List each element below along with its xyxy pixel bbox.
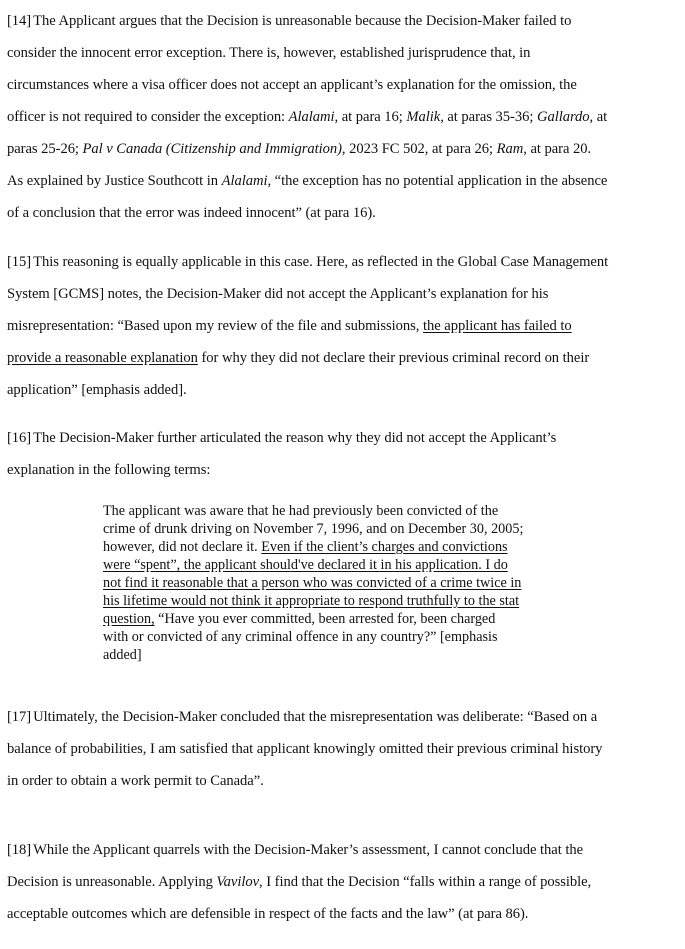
- emphasis-underline: not find it reasonable that a person who was convicted of a crime twice in: [103, 575, 522, 591]
- emphasis-underline: provide a reasonable explanation: [7, 350, 198, 366]
- paragraph-line: in order to obtain a work permit to Canada”.: [7, 773, 264, 789]
- paragraph-line: [15] This reasoning is equally applicable in this case. Here, as reflected in the Global Case Management: [7, 254, 609, 270]
- paragraph-line: balance of probabilities, I am satisfied that applicant knowingly omitted their previous criminal history: [7, 741, 603, 757]
- paragraph-number: [14]: [7, 13, 32, 29]
- paragraph-17: [7, 701, 675, 797]
- paragraph-line: [17] Ultimately, the Decision-Maker concluded that the misrepresentation was deliberate: “Based on a: [7, 709, 598, 725]
- quote-line: question, “Have you ever committed, been arrested for, been charged: [103, 611, 496, 627]
- paragraph-line: [18] While the Applicant quarrels with the Decision-Maker’s assessment, I cannot conclude that the: [7, 842, 584, 858]
- paragraph-line: misrepresentation: “Based upon my review of the file and submissions, the applicant has failed to: [7, 318, 572, 334]
- quote-line: however, did not declare it. Even if the client’s charges and convictions: [103, 539, 508, 555]
- emphasis-underline: his lifetime would not think it appropriate to respond truthfully to the stat: [103, 593, 520, 609]
- paragraph-18: [7, 834, 675, 930]
- quote-line: [103, 592, 593, 610]
- paragraph-line: Decision is unreasonable. Applying Vavilov, I find that the Decision “falls within a range of possible,: [7, 874, 592, 890]
- paragraph-line: provide a reasonable explanation for why they did not declare their previous criminal record on their: [7, 350, 590, 366]
- quote-line: with or convicted of any criminal offence in any country?” [emphasis: [103, 629, 498, 645]
- emphasis-underline: question,: [103, 611, 155, 627]
- paragraph-line: officer is not required to consider the exception: Alalami, at para 16; Malik, at paras 35-36; Gallardo, at: [7, 109, 608, 125]
- quote-line: [103, 556, 593, 574]
- paragraph-line: [16] The Decision-Maker further articulated the reason why they did not accept the Applicant’s: [7, 430, 557, 446]
- quote-line: crime of drunk driving on November 7, 1996, and on December 30, 2005;: [103, 521, 524, 537]
- paragraph-15: [7, 246, 675, 406]
- case-citation: Ram: [496, 141, 524, 157]
- paragraph-line: circumstances where a visa officer does not accept an applicant’s explanation for the omission, the: [7, 77, 577, 93]
- paragraph-16: [7, 422, 675, 486]
- block-quote: [103, 502, 593, 664]
- paragraph-14: [7, 5, 675, 229]
- case-citation: Malik: [406, 109, 441, 125]
- paragraph-number: [15]: [7, 254, 32, 270]
- paragraph-line: As explained by Justice Southcott in Alalami, “the exception has no potential application in the absence: [7, 173, 608, 189]
- emphasis-underline: Even if the client’s charges and convictions: [261, 539, 508, 555]
- paragraph-line: of a conclusion that the error was indeed innocent” (at para 16).: [7, 205, 376, 221]
- paragraph-number: [16]: [7, 430, 32, 446]
- paragraph-line: System [GCMS] notes, the Decision-Maker did not accept the Applicant’s explanation for his: [7, 286, 549, 302]
- paragraph-line: application” [emphasis added].: [7, 382, 187, 398]
- case-citation: Vavilov: [216, 874, 260, 890]
- paragraph-line: consider the innocent error exception. There is, however, established jurisprudence that, in: [7, 45, 531, 61]
- quote-line: [103, 574, 593, 592]
- paragraph-number: [18]: [7, 842, 32, 858]
- paragraph-line: [14] The Applicant argues that the Decision is unreasonable because the Decision-Maker failed to: [7, 13, 572, 29]
- emphasis-underline: the applicant has failed to: [423, 318, 572, 334]
- case-citation: Alalami: [221, 173, 268, 189]
- emphasis-underline: were “spent”, the applicant should've declared it in his application. I do: [103, 557, 508, 573]
- paragraph-line: explanation in the following terms:: [7, 462, 211, 478]
- quote-line: The applicant was aware that he had previously been convicted of the: [103, 503, 499, 519]
- paragraph-number: [17]: [7, 709, 32, 725]
- quote-line: added]: [103, 647, 142, 663]
- case-citation: Pal v Canada (Citizenship and Immigration): [82, 141, 342, 157]
- case-citation: Alalami: [288, 109, 335, 125]
- paragraph-line: paras 25-26; Pal v Canada (Citizenship and Immigration), 2023 FC 502, at para 26; Ram, at para 20.: [7, 141, 592, 157]
- case-citation: Gallardo: [536, 109, 590, 125]
- paragraph-line: acceptable outcomes which are defensible in respect of the facts and the law” (at para 86).: [7, 906, 529, 922]
